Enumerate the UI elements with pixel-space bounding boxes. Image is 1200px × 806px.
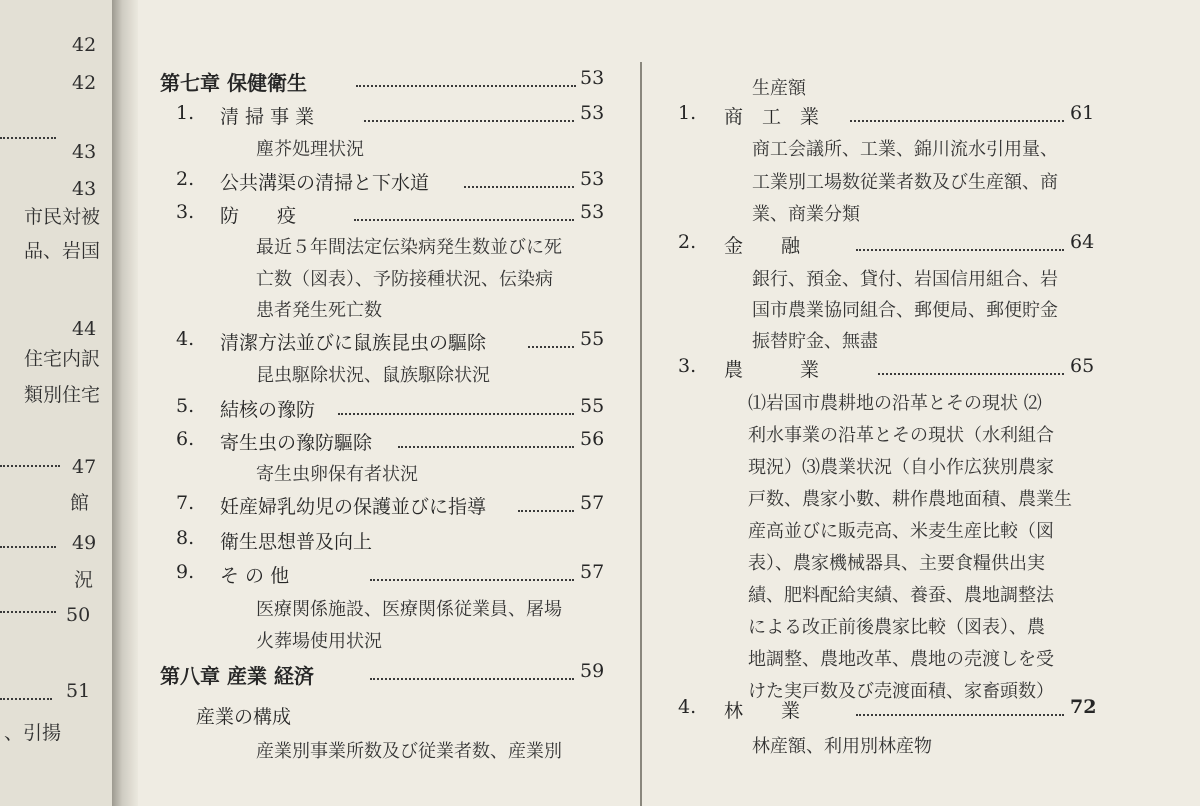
section-detail: 医療関係施設、医療関係従業員、屠場 [256, 599, 562, 620]
text-fragment: 品、岩国 [24, 240, 101, 262]
page-number: 43 [72, 141, 97, 163]
page-number: 42 [72, 34, 97, 56]
section-page: 61 [1070, 102, 1095, 124]
section-title: 農 業 [724, 359, 820, 381]
chapter-8-page: 59 [580, 660, 605, 682]
chapter-7-title: 第七章 保健衛生 [160, 71, 307, 95]
section-title: 林 業 [724, 700, 801, 722]
section-number: 2. [176, 168, 195, 190]
section-number: 3. [678, 355, 697, 377]
leader-dots [0, 611, 56, 613]
section-detail: 国市農業協同組合、郵便局、郵便貯金 [752, 300, 1058, 321]
section-detail: 昆虫駆除状況、鼠族駆除状況 [256, 365, 490, 386]
leader-dots [528, 346, 574, 348]
section-detail: 現況）⑶農業状況（自小作広狭別農家 [748, 457, 1054, 478]
section-page: 57 [580, 492, 605, 514]
text-fragment: 類別住宅 [24, 384, 101, 406]
page-number: 51 [66, 680, 91, 702]
section-title: 公共溝渠の清掃と下水道 [220, 172, 430, 194]
section-number: 1. [176, 102, 195, 124]
section-number: 4. [176, 328, 195, 350]
leader-dots [518, 510, 574, 512]
section-title: 寄生虫の豫防驅除 [220, 432, 373, 454]
text-fragment: 住宅内訳 [24, 348, 101, 370]
leader-dots [0, 698, 52, 700]
section-title: 産業の構成 [196, 706, 292, 728]
section-title: 清潔方法並びに鼠族昆虫の驅除 [220, 332, 487, 354]
page-number: 49 [72, 532, 97, 554]
column-divider [640, 62, 642, 806]
book-spine-shadow [112, 0, 138, 806]
section-detail: 生産額 [752, 78, 806, 99]
section-title: 金 融 [724, 235, 801, 257]
section-page: 55 [580, 328, 605, 350]
leader-dots [338, 413, 574, 415]
previous-page-fragment [0, 0, 112, 806]
leader-dots [370, 579, 574, 581]
leader-dots [354, 219, 574, 221]
text-fragment: 市民対被 [24, 206, 101, 228]
section-detail: 銀行、預金、貸付、岩国信用組合、岩 [752, 269, 1058, 290]
section-title: 妊産婦乳幼児の保護並びに指導 [220, 496, 487, 518]
page-number: 50 [66, 604, 91, 626]
section-detail: 塵芥処理状況 [256, 139, 364, 160]
section-detail: 利水事業の沿革とその現状（水利組合 [748, 425, 1054, 446]
leader-dots [0, 546, 56, 548]
section-number: 9. [176, 561, 195, 583]
section-detail: 工業別工場数従業者数及び生産額、商 [752, 172, 1058, 193]
section-detail: 火葬場使用状況 [256, 631, 382, 652]
section-number: 3. [176, 201, 195, 223]
section-number: 1. [678, 102, 697, 124]
section-detail: 寄生虫卵保有者状況 [256, 464, 418, 485]
page-number: 47 [72, 456, 97, 478]
chapter-7-page: 53 [580, 67, 605, 89]
section-page: 57 [580, 561, 605, 583]
page-number: 43 [72, 178, 97, 200]
section-detail: 績、肥料配給実績、養蚕、農地調整法 [748, 585, 1054, 606]
section-title: 商 工 業 [724, 106, 820, 128]
section-page: 65 [1070, 355, 1095, 377]
section-detail: 商工会議所、工業、錦川流水引用量、 [752, 139, 1058, 160]
section-number: 4. [678, 696, 697, 718]
leader-dots [878, 373, 1064, 375]
section-detail: 産高並びに販売高、米麦生産比較（図 [748, 521, 1054, 542]
section-page: 53 [580, 201, 605, 223]
section-detail: 林産額、利用別林産物 [752, 736, 932, 757]
section-title: 清 掃 事 業 [220, 106, 315, 128]
section-detail: 業、商業分類 [752, 204, 860, 225]
section-number: 6. [176, 428, 195, 450]
section-detail: けた実戸数及び売渡面積、家畜頭数） [748, 681, 1054, 702]
leader-dots [0, 465, 60, 467]
section-page: 64 [1070, 231, 1095, 253]
section-title: 結核の豫防 [220, 399, 316, 421]
section-detail: 戸数、農家小數、耕作農地面積、農業生 [748, 489, 1072, 510]
section-detail: 地調整、農地改革、農地の売渡しを受 [748, 649, 1054, 670]
section-page: 55 [580, 395, 605, 417]
page-number: 42 [72, 72, 97, 94]
leader-dots [464, 186, 574, 188]
chapter-8-title: 第八章 産業 経済 [160, 664, 314, 688]
section-page: 56 [580, 428, 605, 450]
section-number: 7. [176, 492, 195, 514]
leader-dots [850, 120, 1064, 122]
leader-dots [856, 714, 1064, 716]
text-fragment: 況 [74, 569, 94, 591]
leader-dots [856, 249, 1064, 251]
section-number: 8. [176, 527, 195, 549]
section-title: 衛生思想普及向上 [220, 531, 373, 553]
section-detail: 最近５年間法定伝染病発生数並びに死 [256, 237, 562, 258]
section-detail: 振替貯金、無盡 [752, 331, 878, 352]
section-page: 53 [580, 168, 605, 190]
section-number: 5. [176, 395, 195, 417]
text-fragment: 館 [70, 492, 90, 514]
section-detail: 表）、農家機械器具、主要食糧供出実 [748, 553, 1045, 574]
text-fragment: 、引揚 [4, 722, 62, 744]
section-title: そ の 他 [220, 565, 290, 587]
toc-page [138, 0, 1200, 806]
section-page: 72 [1070, 696, 1097, 718]
section-detail: 患者発生死亡数 [256, 300, 382, 321]
section-number: 2. [678, 231, 697, 253]
section-detail: 産業別事業所数及び従業者数、産業別 [256, 741, 562, 762]
section-detail: による改正前後農家比較（図表）、農 [748, 617, 1045, 638]
leader-dots [398, 446, 574, 448]
leader-dots [0, 137, 56, 139]
section-title: 防 疫 [220, 205, 297, 227]
leader-dots [364, 120, 574, 122]
section-detail: 亡数（図表）、予防接種状況、伝染病 [256, 269, 553, 290]
leader-dots [356, 85, 576, 87]
section-page: 53 [580, 102, 605, 124]
page-number: 44 [72, 318, 97, 340]
leader-dots [370, 678, 574, 680]
section-detail: ⑴岩国市農耕地の沿革とその現状 ⑵ [748, 393, 1042, 414]
